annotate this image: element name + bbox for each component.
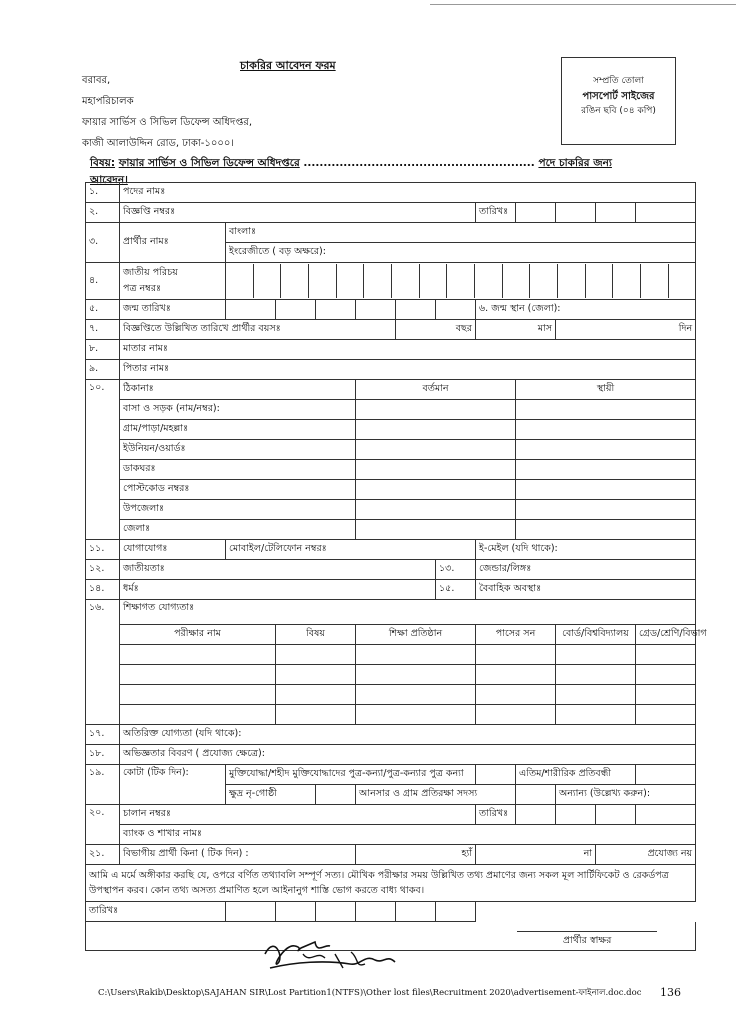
education-row — [86, 665, 696, 685]
address-row — [86, 420, 696, 440]
sign-date-box[interactable] — [226, 902, 276, 922]
label: পদের নামঃ — [123, 186, 166, 197]
present-address-field[interactable] — [356, 420, 516, 440]
edu-cell[interactable] — [356, 685, 476, 705]
address-row — [86, 520, 696, 540]
post-name-field[interactable] — [120, 183, 696, 203]
edu-cell[interactable] — [276, 705, 356, 725]
date-box[interactable] — [636, 203, 696, 223]
row-number: ৭. — [86, 320, 120, 340]
row-number: ১. — [86, 183, 120, 203]
handwritten-signature — [255, 924, 405, 976]
label: প্রযোজ্য নয় — [647, 848, 693, 859]
label: মুক্তিযোদ্ধা/শহীদ মুক্তিযোদ্ধাদের পুত্র-কন্যা/পুত্র-কন্যার পুত্র কন্যা — [229, 768, 464, 779]
row-birth — [86, 300, 696, 320]
row-challan — [86, 805, 696, 825]
challan-field[interactable] — [120, 805, 476, 825]
date-box[interactable] — [516, 203, 556, 223]
label: বাংলাঃ — [229, 226, 257, 237]
address-row — [86, 460, 696, 480]
label: হ্যাঁ — [461, 848, 472, 859]
edu-cell[interactable] — [120, 645, 276, 665]
label: অভিজ্ঞতার বিবরণ ( প্রযোজ্য ক্ষেত্রে): — [123, 748, 265, 759]
quota-option[interactable] — [226, 765, 476, 785]
edu-col-header: শিক্ষা প্রতিষ্ঠান — [356, 625, 476, 645]
row-mother — [86, 340, 696, 360]
name-bangla-field[interactable] — [226, 223, 696, 243]
permanent-address-field[interactable] — [516, 440, 696, 460]
row-number: ১৫. — [436, 580, 476, 600]
circular-number-field[interactable] — [120, 203, 476, 223]
label: জেন্ডার/লিঙ্গঃ — [479, 563, 532, 574]
row-number: ২০. — [86, 805, 120, 845]
marital-status-field[interactable] — [476, 580, 696, 600]
photo-line: রঙিন ছবি (০৪ কপি) — [581, 106, 656, 116]
father-name-field[interactable] — [120, 360, 696, 380]
label: ক্ষুদ্র নৃ-গোষ্ঠী — [229, 788, 277, 799]
edu-cell[interactable] — [120, 685, 276, 705]
file-path: C:\Users\Rakib\Desktop\SAJAHAN SIR\Lost Partition1(NTFS)\Other lost files\Recruitment 2020\advertisement-ফাইনাল.doc.doc — [98, 988, 642, 998]
birthdate-box[interactable] — [436, 300, 476, 320]
label: বছর — [455, 323, 472, 334]
quota-tick-box[interactable] — [476, 765, 516, 785]
label: জন্ম স্থান (জেলা): — [491, 303, 561, 314]
page-number: 136 — [660, 986, 681, 999]
option-na[interactable] — [596, 845, 696, 865]
label: শিক্ষাগত যোগ্যতাঃ — [120, 600, 696, 625]
subject-label: বিষয়: — [90, 157, 116, 169]
present-address-field[interactable] — [356, 520, 516, 540]
date-box[interactable] — [556, 203, 596, 223]
label: মাস — [537, 323, 552, 334]
edu-cell[interactable] — [476, 705, 556, 725]
label: অন্যান্য (উল্লেখ্য করুন): — [559, 788, 651, 799]
edu-cell[interactable] — [356, 665, 476, 685]
quota-option[interactable] — [226, 785, 316, 805]
edu-cell[interactable] — [120, 705, 276, 725]
permanent-address-field[interactable] — [516, 420, 696, 440]
form-title: চাকরির আবেদন ফরম — [240, 59, 336, 72]
edu-cell[interactable] — [476, 645, 556, 665]
permanent-address-field[interactable] — [516, 500, 696, 520]
edu-cell[interactable] — [636, 705, 696, 725]
row-religion — [86, 580, 696, 600]
sign-date-box[interactable] — [356, 902, 396, 922]
top-rule — [430, 4, 736, 5]
row-number: ৬. — [479, 303, 489, 314]
edu-cell[interactable] — [476, 685, 556, 705]
row-extra-qualification — [86, 725, 696, 745]
edu-cell[interactable] — [276, 645, 356, 665]
label: পত্র নম্বরঃ — [123, 283, 162, 294]
sign-date-label — [86, 902, 226, 922]
edu-cell[interactable] — [356, 705, 476, 725]
label: ইংরেজীতে ( বড় অক্ষরে): — [229, 246, 326, 257]
mother-name-field[interactable] — [120, 340, 696, 360]
label: বিভাগীয় প্রার্থী কিনা ( টিক দিন) : — [120, 845, 356, 865]
label: বাসা ও সড়ক (নাম/নম্বর): — [120, 400, 356, 420]
label: অতিরিক্ত যোগ্যতা (যদি থাকে): — [123, 728, 242, 739]
row-circular — [86, 203, 696, 223]
gender-field[interactable] — [476, 560, 696, 580]
row-number: ৫. — [86, 300, 120, 320]
row-number: ১৩. — [436, 560, 476, 580]
experience-field[interactable] — [120, 745, 696, 765]
row-number: ৮. — [86, 340, 120, 360]
label: যোগাযোগঃ — [120, 540, 226, 560]
label: ধর্মঃ — [123, 583, 139, 594]
row-sign-date — [86, 902, 696, 922]
present-address-field[interactable] — [356, 480, 516, 500]
label: জন্ম তারিখঃ — [120, 300, 226, 320]
sign-date-box[interactable] — [436, 902, 476, 922]
nid-digit-boxes[interactable] — [226, 263, 696, 300]
edu-cell[interactable] — [356, 645, 476, 665]
date-box[interactable] — [636, 805, 696, 825]
label: জাতীয়তাঃ — [123, 563, 165, 574]
row-address-head — [86, 380, 696, 400]
quota-tick-box[interactable] — [516, 785, 556, 805]
label: ঠিকানাঃ — [120, 380, 356, 400]
permanent-address-field[interactable] — [516, 520, 696, 540]
photo-box[interactable] — [561, 57, 676, 145]
photo-line: সম্প্রতি তোলা — [593, 76, 644, 86]
address-line: মহাপরিচালক — [82, 96, 134, 107]
extra-qualification-field[interactable] — [120, 725, 696, 745]
present-address-field[interactable] — [356, 440, 516, 460]
edu-cell[interactable] — [556, 705, 636, 725]
mobile-field[interactable] — [226, 540, 476, 560]
label: না — [583, 848, 592, 859]
quota-tick-box[interactable] — [316, 785, 356, 805]
row-quota — [86, 765, 696, 785]
edu-col-header: গ্রেড/শ্রেণি/বিভাগ — [636, 625, 696, 645]
permanent-address-field[interactable] — [516, 460, 696, 480]
edu-cell[interactable] — [556, 665, 636, 685]
birthdate-box[interactable] — [316, 300, 356, 320]
address-row — [86, 480, 696, 500]
edu-cell[interactable] — [636, 645, 696, 665]
age-year-field[interactable] — [396, 320, 476, 340]
edu-cell[interactable] — [276, 685, 356, 705]
date-box[interactable] — [596, 203, 636, 223]
row-father — [86, 360, 696, 380]
quota-tick-box[interactable] — [636, 765, 696, 785]
edu-cell[interactable] — [556, 685, 636, 705]
birthdate-box[interactable] — [276, 300, 316, 320]
label: এতিম/শারীরিক প্রতিবন্ধী — [519, 768, 611, 779]
permanent-address-header: স্থায়ী — [516, 380, 696, 400]
quota-option[interactable] — [356, 785, 516, 805]
label: তারিখঃ — [89, 905, 119, 916]
sign-date-box[interactable] — [396, 902, 436, 922]
row-number: ১১. — [86, 540, 120, 560]
label: জাতীয় পরিচয় — [123, 267, 178, 278]
present-address-field[interactable] — [356, 500, 516, 520]
row-name-bn — [86, 223, 696, 243]
label: চালান নম্বরঃ — [123, 808, 171, 819]
nationality-field[interactable] — [120, 560, 436, 580]
education-row — [86, 645, 696, 665]
row-number: ১২. — [86, 560, 120, 580]
address-line: কাজী আলাউদ্দিন রোড, ঢাকা-১০০০। — [82, 138, 234, 149]
row-number: ১৮. — [86, 745, 120, 765]
subject-org: ফায়ার সার্ভিস ও সিভিল ডিফেন্স অধিদপ্তরে — [118, 157, 300, 169]
address-line: বরাবর, — [82, 75, 111, 86]
quota-option[interactable] — [556, 785, 696, 805]
birthdate-box[interactable] — [226, 300, 276, 320]
label: ই-মেইল (যদি থাকে): — [479, 543, 558, 554]
edu-cell[interactable] — [120, 665, 276, 685]
row-experience — [86, 745, 696, 765]
option-no[interactable] — [476, 845, 596, 865]
present-address-field[interactable] — [356, 400, 516, 420]
row-contact — [86, 540, 696, 560]
row-education — [86, 600, 696, 625]
edu-cell[interactable] — [276, 665, 356, 685]
edu-cell[interactable] — [636, 665, 696, 685]
row-number: ২১. — [86, 845, 120, 865]
row-departmental — [86, 845, 696, 865]
date-label: তারিখঃ — [476, 203, 516, 223]
address-row — [86, 440, 696, 460]
label: মাতার নামঃ — [123, 343, 168, 354]
label: পোস্টকোড নম্বরঃ — [120, 480, 356, 500]
birthplace-field[interactable] — [476, 300, 696, 320]
edu-cell[interactable] — [476, 665, 556, 685]
present-address-field[interactable] — [356, 460, 516, 480]
label: জেলাঃ — [120, 520, 356, 540]
row-number: ১৬. — [86, 600, 120, 725]
label: প্রার্থীর নামঃ — [120, 223, 226, 263]
label: দিন — [678, 323, 693, 334]
permanent-address-field[interactable] — [516, 400, 696, 420]
date-box[interactable] — [596, 805, 636, 825]
address-line: ফায়ার সার্ভিস ও সিভিল ডিফেন্স অধিদপ্তর, — [82, 117, 253, 128]
row-bank — [86, 825, 696, 845]
row-number: ২. — [86, 203, 120, 223]
subject-end: পদে চাকরির জন্য আবেদন। — [90, 157, 612, 186]
label: মোবাইল/টেলিফোন নম্বরঃ — [229, 543, 327, 554]
row-number: ৯. — [86, 360, 120, 380]
email-field[interactable] — [476, 540, 696, 560]
age-month-field[interactable] — [476, 320, 556, 340]
row-number: ৩. — [86, 223, 120, 263]
date-label: তারিখঃ — [476, 805, 516, 825]
edu-col-header: পরীক্ষার নাম — [120, 625, 276, 645]
edu-cell[interactable] — [636, 685, 696, 705]
edu-col-header: পাসের সন — [476, 625, 556, 645]
name-english-field[interactable] — [226, 243, 696, 263]
education-row — [86, 705, 696, 725]
address-row — [86, 400, 696, 420]
label: ইউনিয়ন/ওয়ার্ডঃ — [120, 440, 356, 460]
birthdate-box[interactable] — [396, 300, 436, 320]
sign-date-box[interactable] — [316, 902, 356, 922]
edu-col-header: বোর্ড/বিশ্ববিদ্যালয় — [556, 625, 636, 645]
quota-option[interactable] — [516, 765, 636, 785]
label: উপজেলাঃ — [120, 500, 356, 520]
row-number: ১৯. — [86, 765, 120, 805]
row-number: ৪. — [86, 263, 120, 300]
signature-label: প্রার্থীর স্বাক্ষর — [517, 931, 657, 949]
date-box[interactable] — [516, 805, 556, 825]
option-yes[interactable] — [356, 845, 476, 865]
present-address-header: বর্তমান — [356, 380, 516, 400]
label: কোটা (টিক দিন): — [120, 765, 226, 805]
declaration-text: আমি এ মর্মে অঙ্গীকার করছি যে, ওপরে বর্ণিত তথ্যাবলি সম্পূর্ণ সত্য। মৌখিক পরীক্ষার সময় উল্লিখিত তথ্য প্রমাণের জন্য সকল মূল সার্টিফিকেট ও রেকর্ডপত্র উপস্থাপন করব। কোন তথ্য অসত্য প্রমাণিত হলে আইনানুগ শাস্তি ভোগ করতে বাধ্য থাকব। — [86, 865, 696, 902]
row-number: ১৭. — [86, 725, 120, 745]
blank — [476, 902, 696, 922]
application-form-table — [85, 182, 707, 951]
age-day-field[interactable] — [556, 320, 696, 340]
label: বৈবাহিক অবস্থাঃ — [479, 583, 542, 594]
bank-field[interactable] — [120, 825, 696, 845]
permanent-address-field[interactable] — [516, 480, 696, 500]
edu-cell[interactable] — [556, 645, 636, 665]
edu-col-header: বিষয় — [276, 625, 356, 645]
row-number: ১৪. — [86, 580, 120, 600]
address-row — [86, 500, 696, 520]
row-nationality — [86, 560, 696, 580]
row-number: ১০. — [86, 380, 120, 540]
label: গ্রাম/পাড়া/মহল্লাঃ — [120, 420, 356, 440]
row-post — [86, 183, 696, 203]
education-header — [86, 625, 696, 645]
label: ডাকঘরঃ — [120, 460, 356, 480]
row-nid — [86, 263, 696, 300]
education-row — [86, 685, 696, 705]
label: বিজ্ঞপ্তিতে উল্লিখিত তারিখে প্রার্থীর বয়সঃ — [120, 320, 396, 340]
date-box[interactable] — [556, 805, 596, 825]
row-age — [86, 320, 696, 340]
birthdate-box[interactable] — [356, 300, 396, 320]
label: পিতার নামঃ — [123, 363, 170, 374]
label: আনসার ও গ্রাম প্রতিরক্ষা সদস্য — [359, 788, 478, 799]
sign-date-box[interactable] — [276, 902, 316, 922]
label: বিজ্ঞপ্তি নম্বরঃ — [123, 206, 176, 217]
label — [120, 263, 226, 300]
label: ব্যাংক ও শাখার নামঃ — [123, 828, 202, 839]
row-declaration — [86, 865, 696, 902]
subject-dots: .......................................................... — [303, 157, 535, 169]
religion-field[interactable] — [120, 580, 436, 600]
photo-line: পাসপোর্ট সাইজের — [582, 91, 655, 102]
